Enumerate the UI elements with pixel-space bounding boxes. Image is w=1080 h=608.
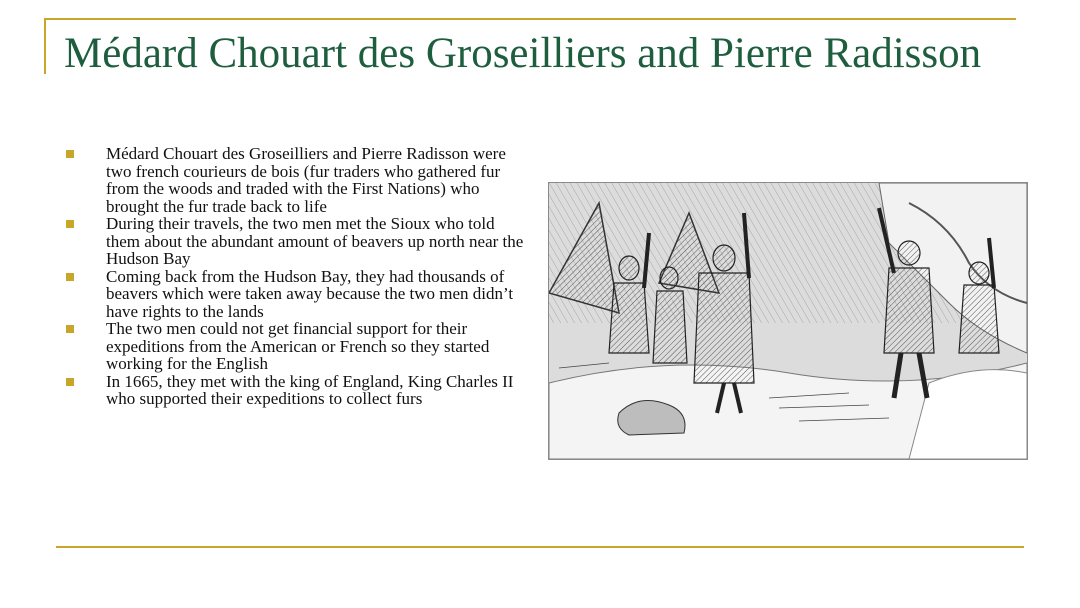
bullet-item [66, 268, 526, 321]
bullet-text: During their travels, the two men met the Sioux who told them about the abundant amount of beavers up north near the Hudson Bay [106, 214, 524, 268]
bullet-item [66, 373, 526, 408]
square-bullet-icon [66, 378, 74, 386]
slide-title: Médard Chouart des Groseilliers and Pierre Radisson [64, 30, 982, 77]
bullet-text: In 1665, they met with the king of England, King Charles II who supported their expeditions to collect furs [106, 371, 514, 408]
square-bullet-icon [66, 325, 74, 333]
bullet-item [66, 145, 526, 215]
bullet-item [66, 320, 526, 373]
square-bullet-icon [66, 273, 74, 281]
bullet-text: Coming back from the Hudson Bay, they had thousands of beavers which were taken away because the two men didn’t have rights to the lands [106, 266, 514, 321]
bottom-divider [56, 546, 1024, 548]
square-bullet-icon [66, 220, 74, 228]
engraving-drawing [549, 183, 1027, 459]
bullet-text: Médard Chouart des Groseilliers and Pierre Radisson were two french courieurs de bois (fur traders who gathered fur from the woods and traded with the First Nations) who brought the fur trade back to life [106, 144, 506, 216]
bullet-item [66, 215, 526, 268]
left-accent-line [44, 18, 46, 74]
historical-illustration [548, 182, 1028, 460]
bullet-list [66, 145, 526, 408]
bullet-text: The two men could not get financial support for their expeditions from the American or French so they started working for the English [106, 319, 490, 373]
square-bullet-icon [66, 150, 74, 158]
top-divider [44, 18, 1016, 20]
